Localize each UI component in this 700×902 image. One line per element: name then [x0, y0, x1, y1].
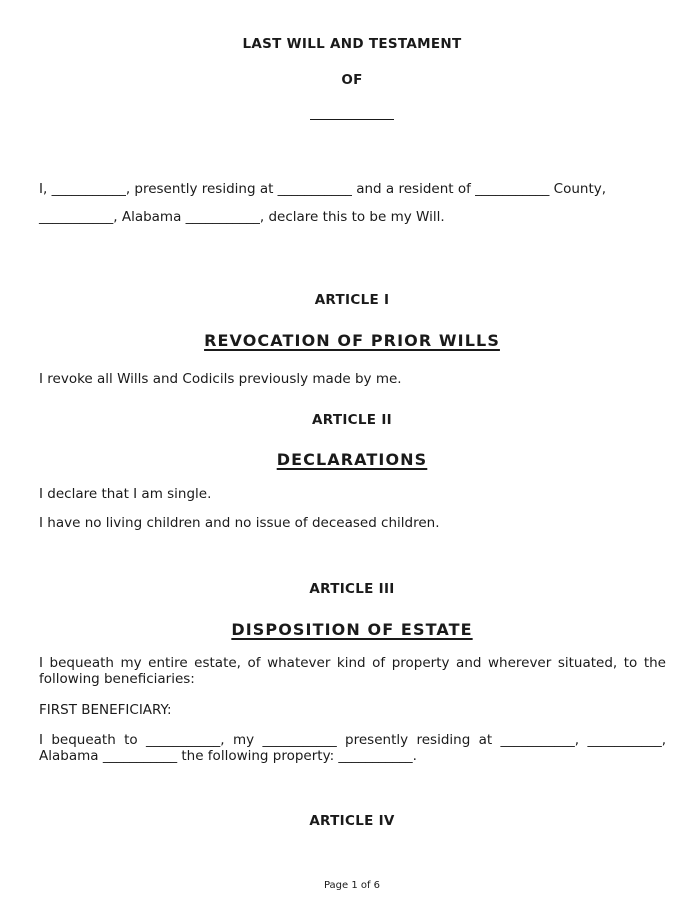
intro-line-2: ___________, Alabama ___________, declare this to be my Will. — [39, 209, 445, 225]
article-1-heading: REVOCATION OF PRIOR WILLS — [204, 331, 500, 350]
document-title: LAST WILL AND TESTAMENT — [242, 36, 462, 52]
article-2-label: ARTICLE II — [312, 412, 392, 428]
article-4-label: ARTICLE IV — [309, 813, 395, 829]
article-3-label: ARTICLE III — [309, 581, 395, 597]
article-1-paragraph: I revoke all Wills and Codicils previously made by me. — [39, 371, 402, 387]
article-3-paragraph-1: I bequeath my entire estate, of whatever kind of property and wherever situated, to the following beneficiaries: — [39, 655, 666, 687]
article-2-paragraph-1: I declare that I am single. — [39, 486, 212, 502]
article-2-paragraph-2: I have no living children and no issue of deceased children. — [39, 515, 440, 531]
page-indicator: Page 1 of 6 — [323, 880, 381, 891]
document-of: OF — [341, 72, 363, 88]
article-3-heading: DISPOSITION OF ESTATE — [231, 620, 473, 639]
article-2-heading: DECLARATIONS — [276, 450, 428, 469]
testator-name-blank — [310, 119, 394, 120]
intro-line-1: I, ___________, presently residing at ___________ and a resident of ___________ County, — [39, 181, 607, 197]
first-beneficiary-label: FIRST BENEFICIARY: — [39, 702, 172, 718]
article-1-label: ARTICLE I — [314, 292, 390, 308]
intro-paragraph — [39, 175, 666, 231]
article-3-paragraph-3: I bequeath to ___________, my ___________ presently residing at ___________, ___________, Alabama ___________ the following property: ___________. — [39, 732, 666, 764]
